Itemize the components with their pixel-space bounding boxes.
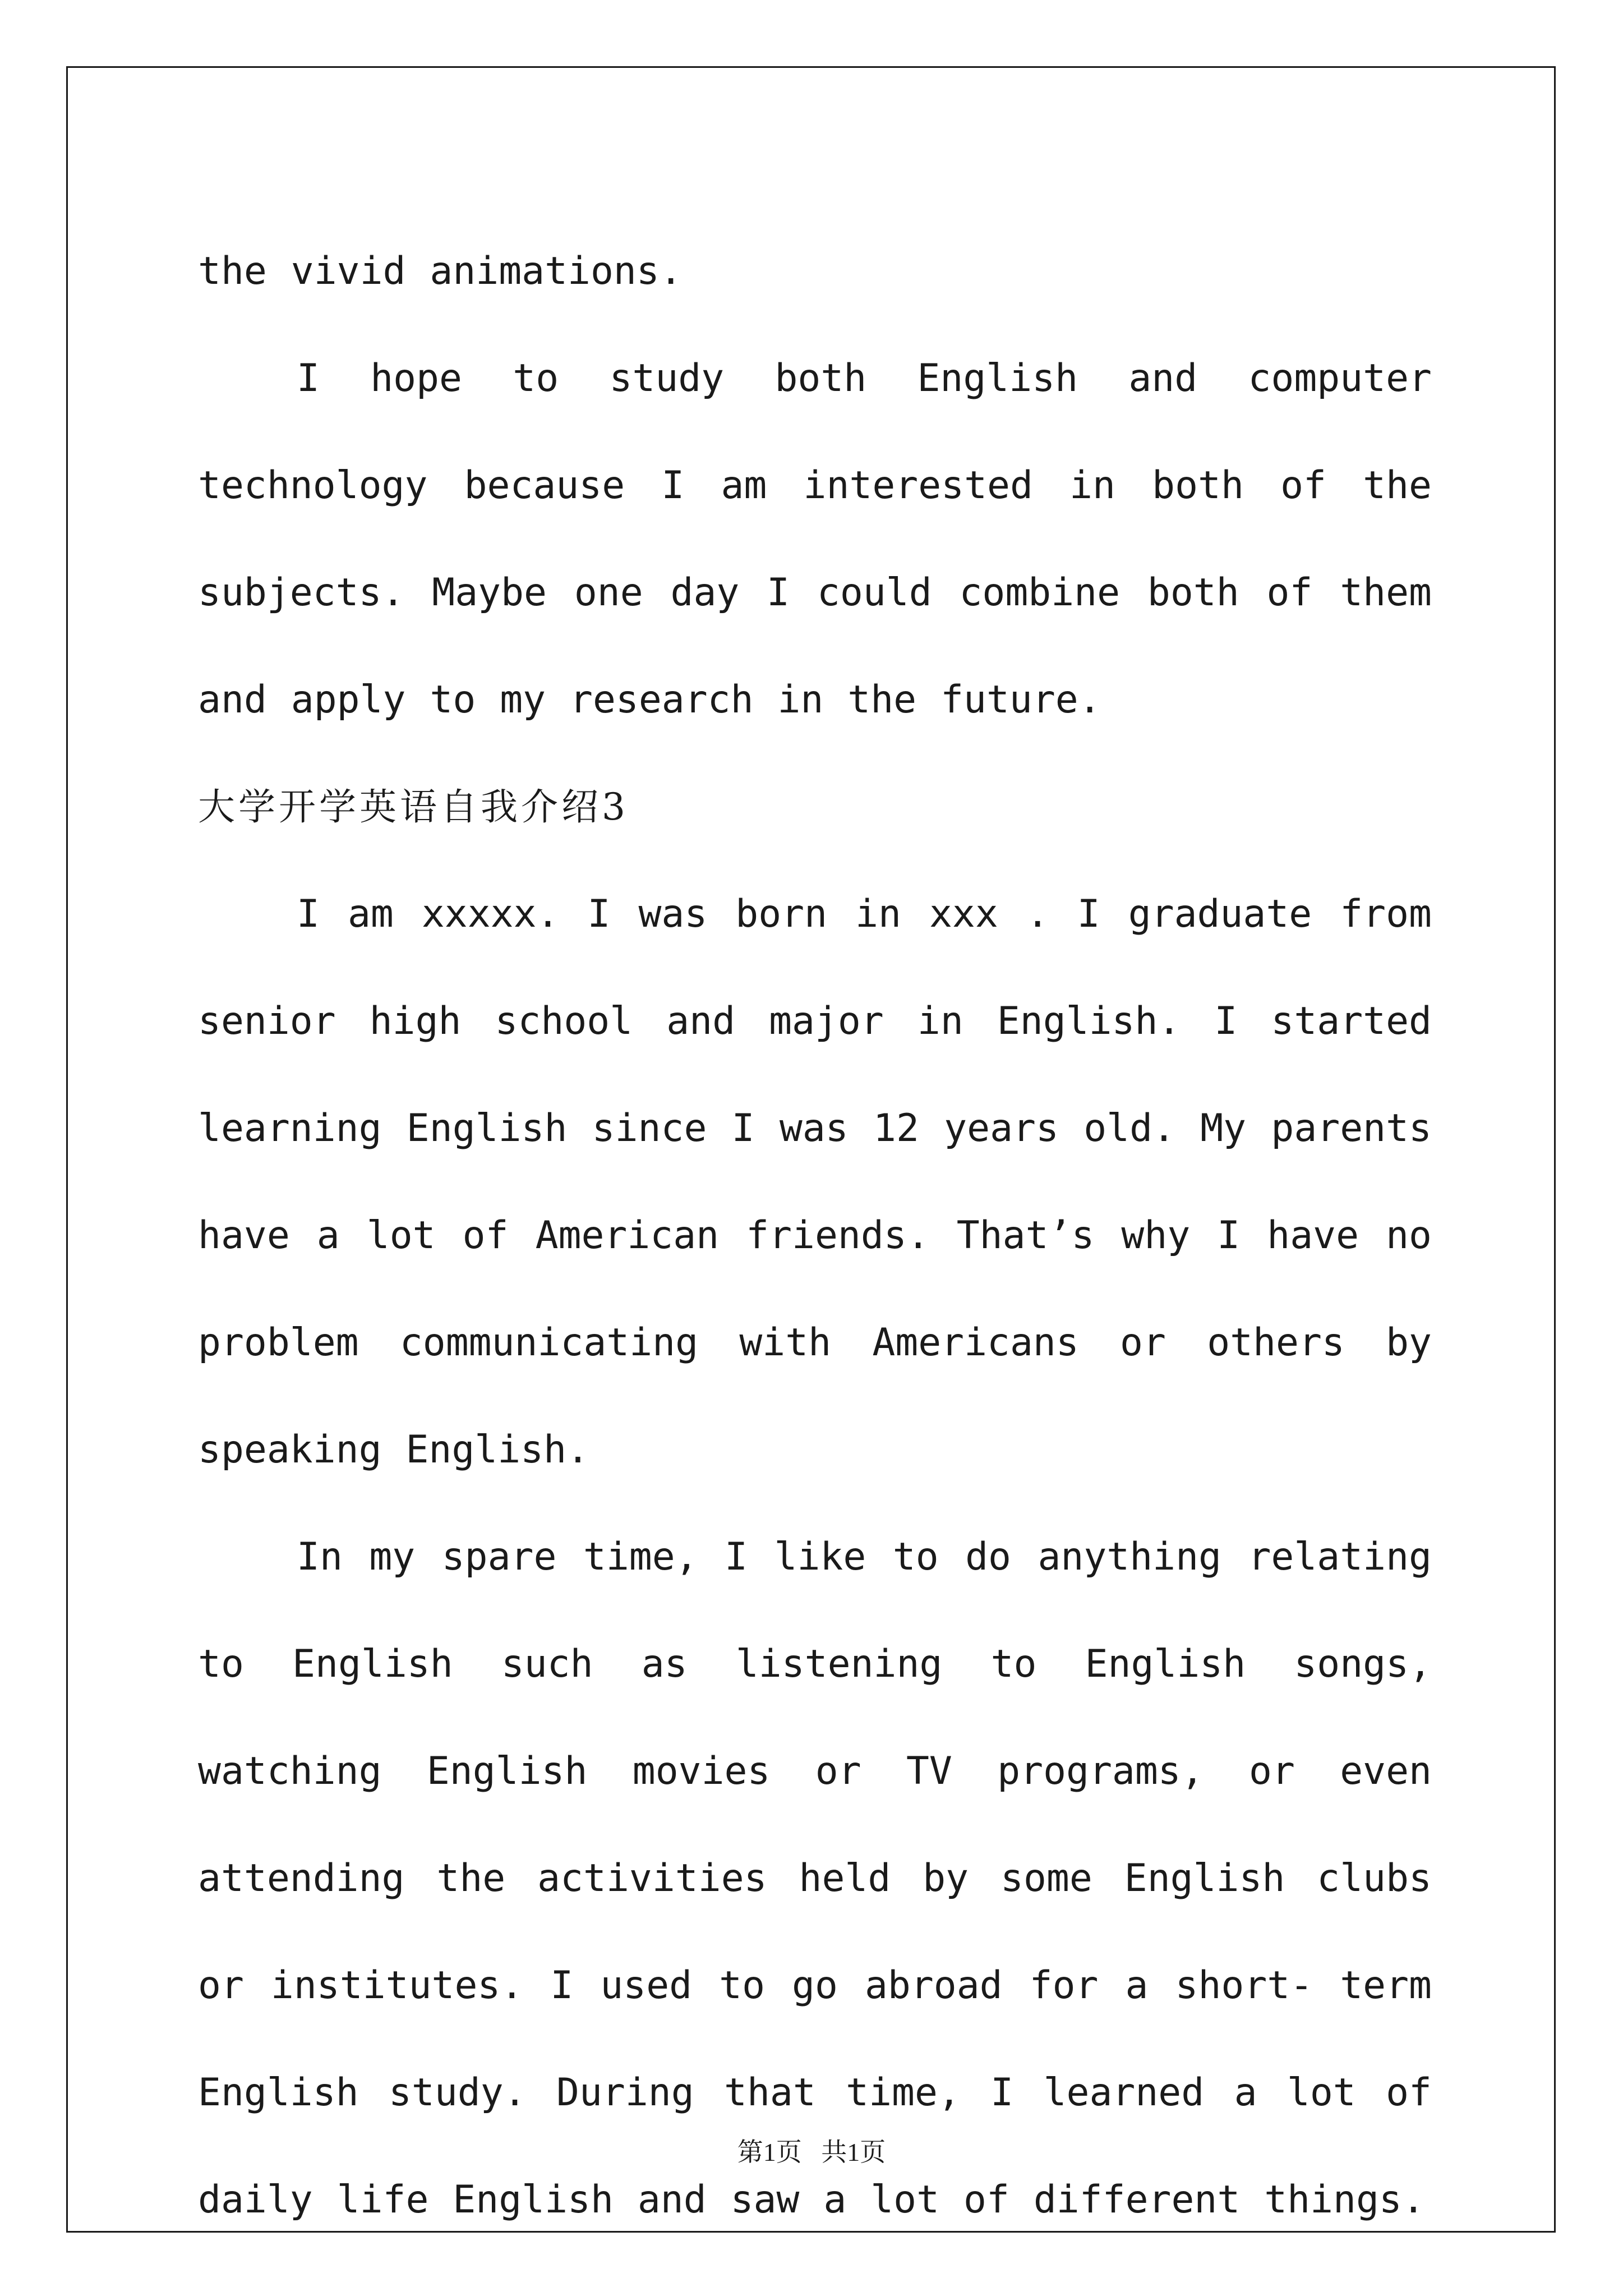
document-body bbox=[198, 218, 1432, 2253]
page-footer: 第1页 共1页 bbox=[737, 2138, 886, 2166]
section-heading: 大学开学英语自我介绍3 bbox=[198, 785, 629, 829]
paragraph-study-plan: I hope to study both English and computer technology because I am interested in both of the subjects. Maybe one day I could combine both of them and apply to my research in the future. bbox=[198, 356, 1432, 722]
paragraph-continuation: the vivid animations. bbox=[198, 249, 683, 293]
paragraph-spare-time: In my spare time, I like to do anything relating to English such as listening to English songs, watching English movies or TV programs, or even attending the activities held by some English clubs or institutes. I used to go abroad for a short- term English study. During that time, I learned a lot of daily life English and saw a lot of different things. bbox=[198, 1535, 1432, 2222]
paragraph-introduction: I am xxxxx. I was born in xxx . I graduate from senior high school and major in English. I started learning English since I was 12 years old. My parents have a lot of American friends. That’s why I have no problem communicating with Americans or others by speaking English. bbox=[198, 892, 1432, 1472]
